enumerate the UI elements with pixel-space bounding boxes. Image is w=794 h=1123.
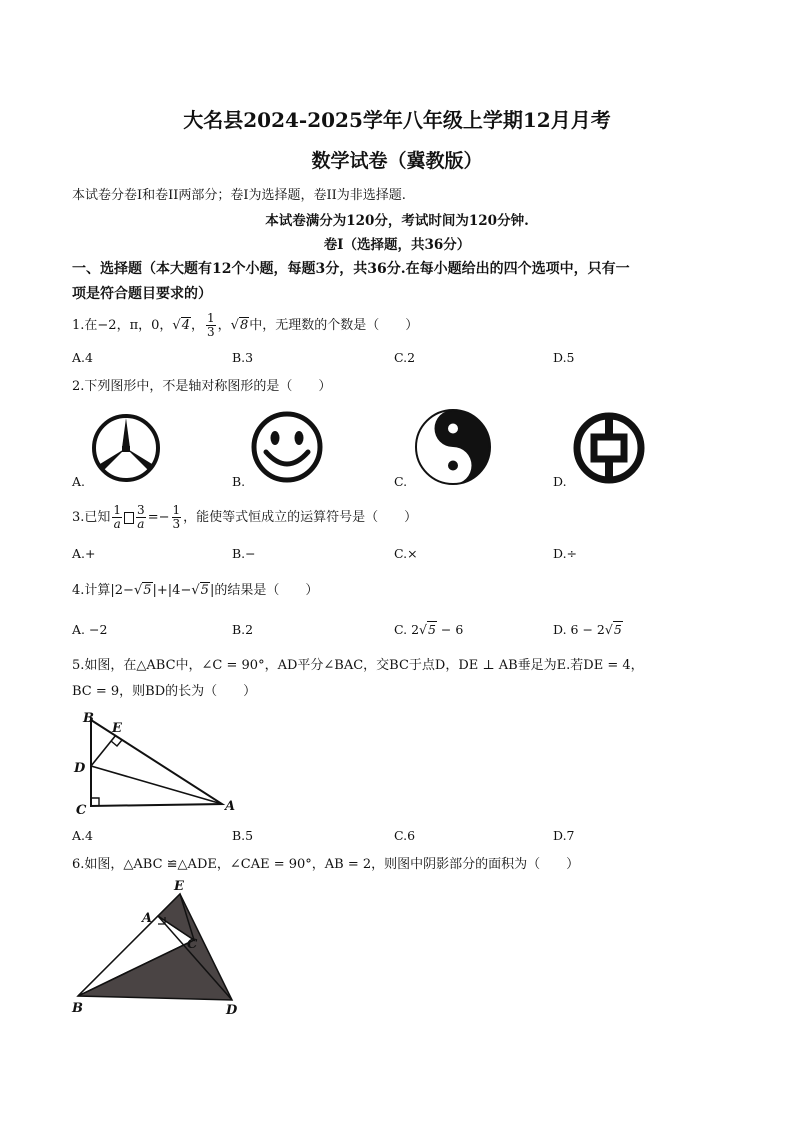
operator-box <box>124 512 134 524</box>
q4-sqrt-2: 5 <box>200 583 209 598</box>
question-3 <box>72 504 417 531</box>
section-heading-line2: 项是符合题目要求的） <box>72 286 212 302</box>
exam-subtitle: 数学试卷（冀教版） <box>311 150 483 172</box>
q5-option-b: B.5 <box>232 828 254 843</box>
section-heading-line1: 一、选择题（本大题有12个小题，每题3分，共36分.在每小题给出的四个选项中，只有一 <box>72 261 630 277</box>
q3-frac-1 <box>112 504 122 531</box>
q1-fraction <box>206 312 216 339</box>
q1-prefix: 1.在−2，π，0， <box>72 318 173 333</box>
figure5-label-e: E <box>112 721 122 736</box>
figure6-label-d: D <box>226 1003 238 1018</box>
q2-label-b: B. <box>232 474 246 489</box>
q4-option-c: C. 2√5 − 6 <box>394 622 464 637</box>
figure6-label-b: B <box>72 1001 83 1016</box>
part-one-heading: 卷I（选择题，共36分） <box>323 237 471 253</box>
congruent-triangles-figure <box>70 876 250 1022</box>
q1-option-a: A.4 <box>72 350 93 365</box>
question-5-line2: BC = 9，则BD的长为（ ） <box>72 684 257 699</box>
question-4: 4.计算|2−√5|+|4−√5|的结果是（ ） <box>72 583 319 598</box>
q3-option-d: D.÷ <box>553 546 578 561</box>
q3-f2-den: a <box>137 517 145 531</box>
q5-option-d: D.7 <box>553 828 575 843</box>
q3-f3-den: 3 <box>172 517 181 531</box>
q3-f3-num: 1 <box>172 503 181 517</box>
question-2: 2.下列图形中，不是轴对称图形的是（ ） <box>72 379 332 394</box>
q3-frac-3 <box>172 504 182 531</box>
q4-option-b: B.2 <box>232 622 254 637</box>
triangle-abc-figure <box>72 706 252 818</box>
q2-label-a: A. <box>72 474 86 489</box>
q4-c-post: − 6 <box>436 622 464 637</box>
q3-minus-sign: − <box>158 510 170 525</box>
q4-c-pre: C. 2 <box>394 622 420 637</box>
q1-option-b: B.3 <box>232 350 254 365</box>
q1-sep2: ， <box>217 318 231 333</box>
q4-c-sqrt: 5 <box>428 622 436 637</box>
q4-d-pre: D. 6 − 2 <box>553 622 605 637</box>
q3-option-c: C.× <box>394 546 418 561</box>
q1-frac-den: 3 <box>206 325 215 339</box>
exam-title: 大名县2024-2025学年八年级上学期12月月考 <box>183 108 611 132</box>
q3-f1-num: 1 <box>113 503 122 517</box>
figure6-label-a: A <box>142 911 153 926</box>
q4-mid: |+|4− <box>152 583 192 598</box>
figure5-label-a: A <box>225 799 236 814</box>
figure5-label-d: D <box>74 761 86 776</box>
q5-option-c: C.6 <box>394 828 416 843</box>
q2-label-c: C. <box>394 474 408 489</box>
q4-sqrt-1: 5 <box>143 583 152 598</box>
bank-of-china-logo-icon <box>572 411 646 485</box>
yin-yang-icon <box>414 408 492 486</box>
exam-info: 本试卷满分为120分，考试时间为120分钟. <box>265 213 529 229</box>
q4-option-a: A. −2 <box>72 622 108 637</box>
q4-d-sqrt: 5 <box>613 622 622 637</box>
q3-option-a: A.+ <box>72 546 96 561</box>
q1-frac-num: 1 <box>206 311 215 325</box>
q4-option-d: D. 6 − 2√5 <box>553 622 622 637</box>
q3-prefix: 3.已知 <box>72 510 111 525</box>
intro-text: 本试卷分卷I和卷II两部分；卷I为选择题，卷II为非选择题. <box>72 188 406 203</box>
figure6-label-e: E <box>174 879 184 894</box>
question-5-line1: 5.如图，在△ABC中，∠C = 90°，AD平分∠BAC，交BC于点D，DE ⊥ AB垂足为E.若DE = 4， <box>72 658 644 673</box>
mercedes-logo-icon <box>90 412 162 484</box>
q3-equals: = <box>147 510 159 525</box>
figure5-label-b: B <box>83 711 94 726</box>
q1-sep1: ， <box>190 318 204 333</box>
q2-label-d: D. <box>553 474 567 489</box>
q1-option-c: C.2 <box>394 350 416 365</box>
question-1: 1.在−2，π，0，√4， $\frac{1}{3}$ ，√8中，无理数的个数是（ ） <box>72 311 419 339</box>
smiley-face-icon <box>250 410 324 484</box>
q4-suffix: |的结果是（ ） <box>209 583 319 598</box>
figure6-label-c: C <box>187 937 198 952</box>
q3-option-b: B.− <box>232 546 256 561</box>
q3-suffix: ，能使等式恒成立的运算符号是（ ） <box>183 510 418 525</box>
q1-suffix: 中，无理数的个数是（ ） <box>249 318 419 333</box>
q4-prefix: 4.计算|2− <box>72 583 134 598</box>
q1-sqrt-8: 8 <box>239 318 249 333</box>
question-6: 6.如图，△ABC ≌△ADE，∠CAE = 90°，AB = 2，则图中阴影部分的面积为（ ） <box>72 857 580 872</box>
q1-sqrt-4: 4 <box>181 318 190 333</box>
figure5-label-c: C <box>76 803 87 818</box>
q3-frac-2 <box>136 504 146 531</box>
q3-f1-den: a <box>113 517 121 531</box>
q5-option-a: A.4 <box>72 828 93 843</box>
q1-option-d: D.5 <box>553 350 575 365</box>
q3-f2-num: 3 <box>137 503 145 517</box>
